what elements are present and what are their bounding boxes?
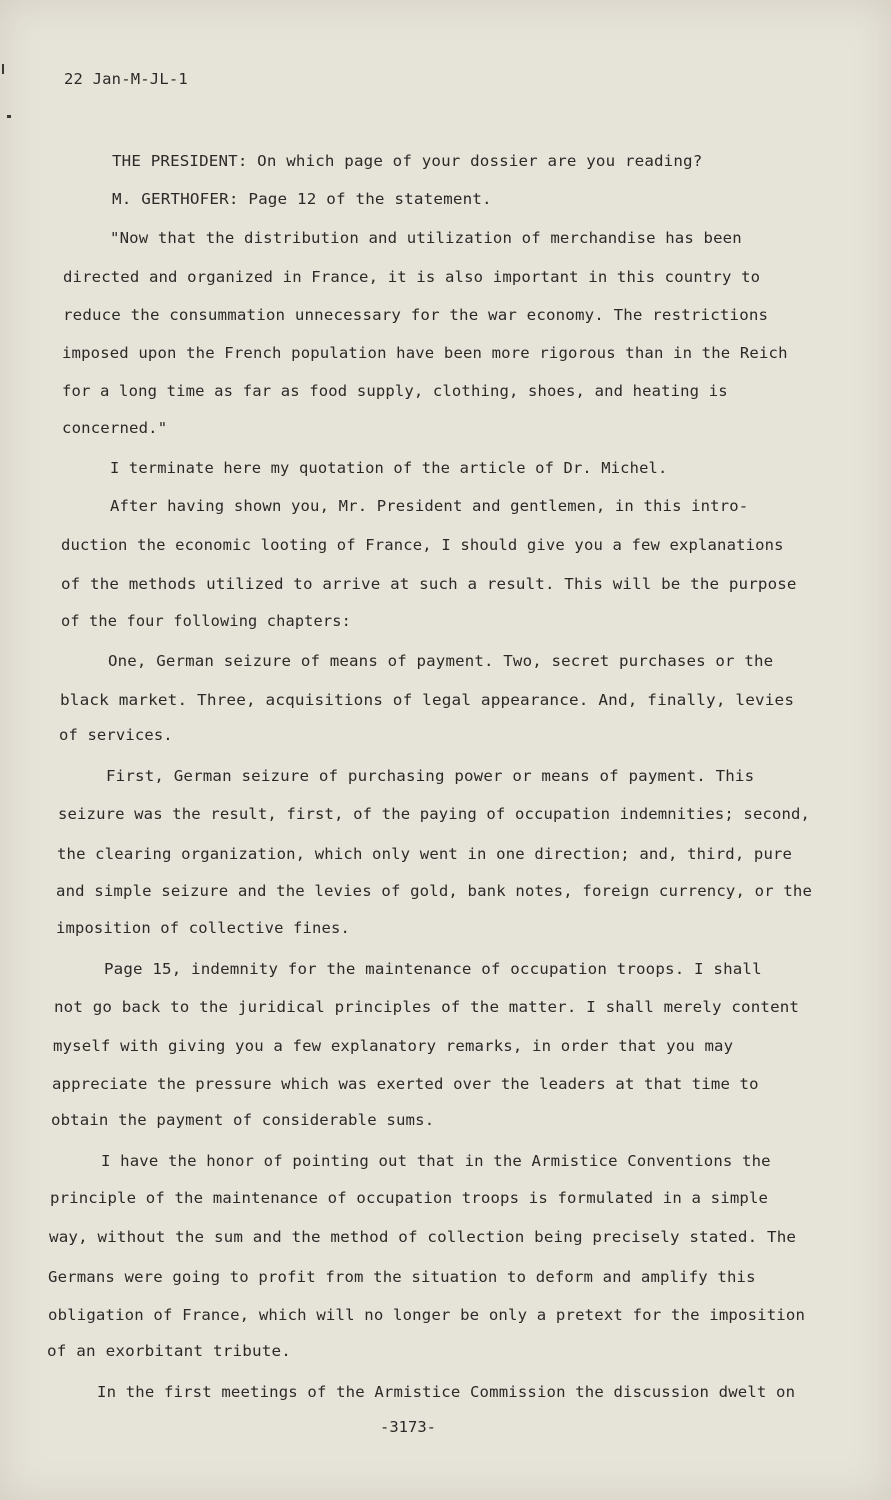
text-line: appreciate the pressure which was exerted over the leaders at that time to [52,1075,759,1093]
text-line: directed and organized in France, it is also important in this country to [63,268,761,286]
margin-mark [7,115,11,118]
text-line: of the methods utilized to arrive at such a result. This will be the purpose [61,575,797,593]
text-line: I terminate here my quotation of the article of Dr. Michel. [110,459,668,477]
text-line: for a long time as far as food supply, clothing, shoes, and heating is [62,382,728,400]
text-line: "Now that the distribution and utilization of merchandise has been [110,229,742,247]
text-line: THE PRESIDENT: On which page of your dossier are you reading? [112,152,703,170]
text-line: obtain the payment of considerable sums. [51,1111,435,1129]
text-line: M. GERTHOFER: Page 12 of the statement. [112,190,492,208]
text-line: imposed upon the French population have been more rigorous than in the Reich [62,344,788,362]
text-line: principle of the maintenance of occupation troops is formulated in a simple [50,1189,769,1207]
margin-mark [2,64,4,74]
text-line: I have the honor of pointing out that in the Armistice Conventions the [101,1152,771,1170]
text-line: First, German seizure of purchasing power or means of payment. This [106,767,755,785]
text-line: Germans were going to profit from the situation to deform and amplify this [48,1268,756,1286]
text-line: seizure was the result, first, of the paying of occupation indemnities; second, [58,805,811,823]
text-line: One, German seizure of means of payment. Two, secret purchases or the [108,652,774,670]
text-line: obligation of France, which will no longer be only a pretext for the imposition [48,1306,806,1324]
text-line: black market. Three, acquisitions of legal appearance. And, finally, levies [60,691,795,709]
text-line: and simple seizure and the levies of gold, bank notes, foreign currency, or the [56,882,813,900]
page-number: -3173- [380,1418,436,1436]
text-line: of an exorbitant tribute. [47,1342,292,1360]
text-line: Page 15, indemnity for the maintenance of occupation troops. I shall [104,960,762,978]
text-line: duction the economic looting of France, I should give you a few explanations [61,536,784,554]
text-line: concerned." [62,419,168,437]
text-line: reduce the consummation unnecessary for the war economy. The restrictions [63,306,769,324]
text-line: myself with giving you a few explanatory remarks, in order that you may [53,1037,734,1055]
text-line: the clearing organization, which only went in one direction; and, third, pure [57,845,793,863]
text-line: of the four following chapters: [61,612,351,630]
document-header: 22 Jan-M-JL-1 [64,70,188,88]
text-line: imposition of collective fines. [56,919,350,937]
text-line: not go back to the juridical principles of the matter. I shall merely content [54,998,800,1016]
text-line: way, without the sum and the method of collection being precisely stated. The [49,1228,797,1246]
text-line: After having shown you, Mr. President and gentlemen, in this intro- [110,497,749,515]
text-line: of services. [59,726,173,744]
text-line: In the first meetings of the Armistice Commission the discussion dwelt on [97,1383,796,1401]
